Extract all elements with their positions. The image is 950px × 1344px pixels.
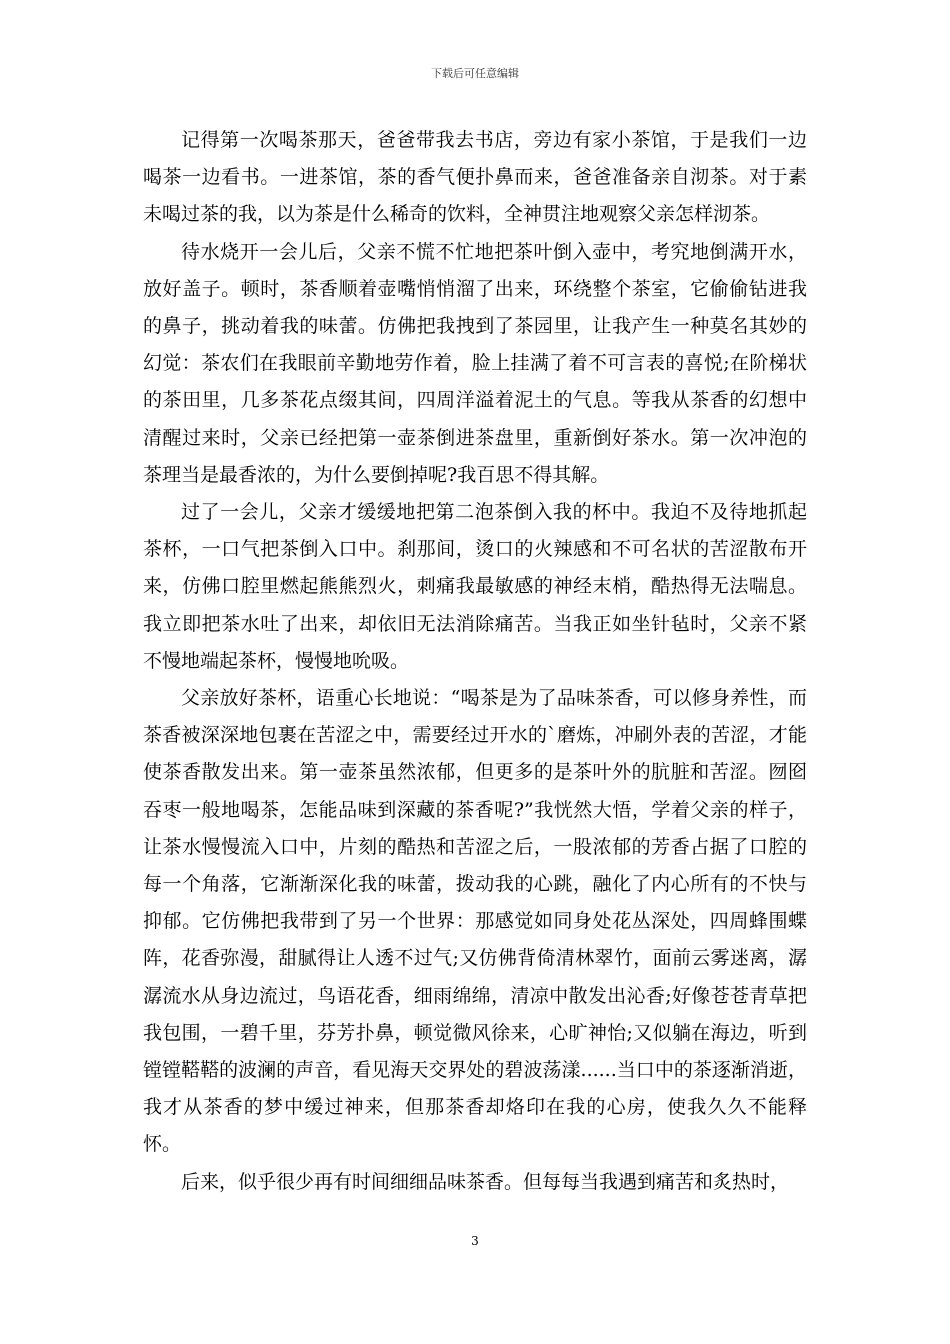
paragraph-4: 父亲放好茶杯，语重心长地说：“喝茶是为了品味茶香，可以修身养性，而茶香被深深地包裹在苦涩之中，需要经过开水的`磨炼，冲刷外表的苦涩，才能使茶香散发出来。第一壶茶虽然浓郁，但更多的是茶叶外的肮脏和苦涩。囫囵吞枣一般地喝茶，怎能品味到深藏的茶香呢?”我恍然大悟，学着父亲的样子，让茶水慢慢流入口中，片刻的酷热和苦涩之后，一股浓郁的芳香占据了口腔的每一个角落，它渐渐深化我的味蕾，拨动我的心跳，融化了内心所有的不快与抑郁。它仿佛把我带到了另一个世界：那感觉如同身处花丛深处，四周蜂围蝶阵，花香弥漫，甜腻得让人透不过气;又仿佛背倚清林翠竹，面前云雾迷离，潺潺流水从身边流过，鸟语花香，细雨绵绵，清凉中散发出沁香;好像苍苍青草把我包围，一碧千里，芬芳扑鼻，顿觉微风徐来，心旷神怡;又似躺在海边，听到镗镗鞳鞳的波澜的声音，看见海天交界处的碧波荡漾......当口中的茶逐渐消逝，我才从茶香的梦中缓过神来，但那茶香却烙印在我的心房，使我久久不能释怀。 [143, 687, 807, 1156]
page-number: 3 [471, 1234, 479, 1248]
document-body [143, 122, 807, 1201]
paragraph-5: 后来，似乎很少再有时间细细品味茶香。但每每当我遇到痛苦和炙热时， [181, 1170, 790, 1193]
page-header: 下载后可任意编辑 [431, 67, 519, 80]
paragraph-1: 记得第一次喝茶那天，爸爸带我去书店，旁边有家小茶馆，于是我们一边喝茶一边看书。一进茶馆，茶的香气便扑鼻而来，爸爸准备亲自沏茶。对于素未喝过茶的我，以为茶是什么稀奇的饮料，全神贯注地观察父亲怎样沏茶。 [143, 129, 807, 226]
paragraph-3: 过了一会儿，父亲才缓缓地把第二泡茶倒入我的杯中。我迫不及待地抓起茶杯，一口气把茶倒入口中。刹那间，烫口的火辣感和不可名状的苦涩散布开来，仿佛口腔里燃起熊熊烈火，刺痛我最敏感的神经末梢，酷热得无法喘息。我立即把茶水吐了出来，却依旧无法消除痛苦。当我正如坐针毡时，父亲不紧不慢地端起茶杯，慢慢地吮吸。 [143, 501, 807, 672]
paragraph-2: 待水烧开一会儿后，父亲不慌不忙地把茶叶倒入壶中，考究地倒满开水，放好盖子。顿时，茶香顺着壶嘴悄悄溜了出来，环绕整个茶室，它偷偷钻进我的鼻子，挑动着我的味蕾。仿佛把我拽到了茶园里，让我产生一种莫名其妙的幻觉：茶农们在我眼前辛勤地劳作着，脸上挂满了着不可言表的喜悦;在阶梯状的茶田里，几多茶花点缀其间，四周洋溢着泥土的气息。等我从茶香的幻想中清醒过来时，父亲已经把第一壶茶倒进茶盘里，重新倒好茶水。第一次冲泡的茶理当是最香浓的，为什么要倒掉呢?我百思不得其解。 [143, 240, 807, 486]
